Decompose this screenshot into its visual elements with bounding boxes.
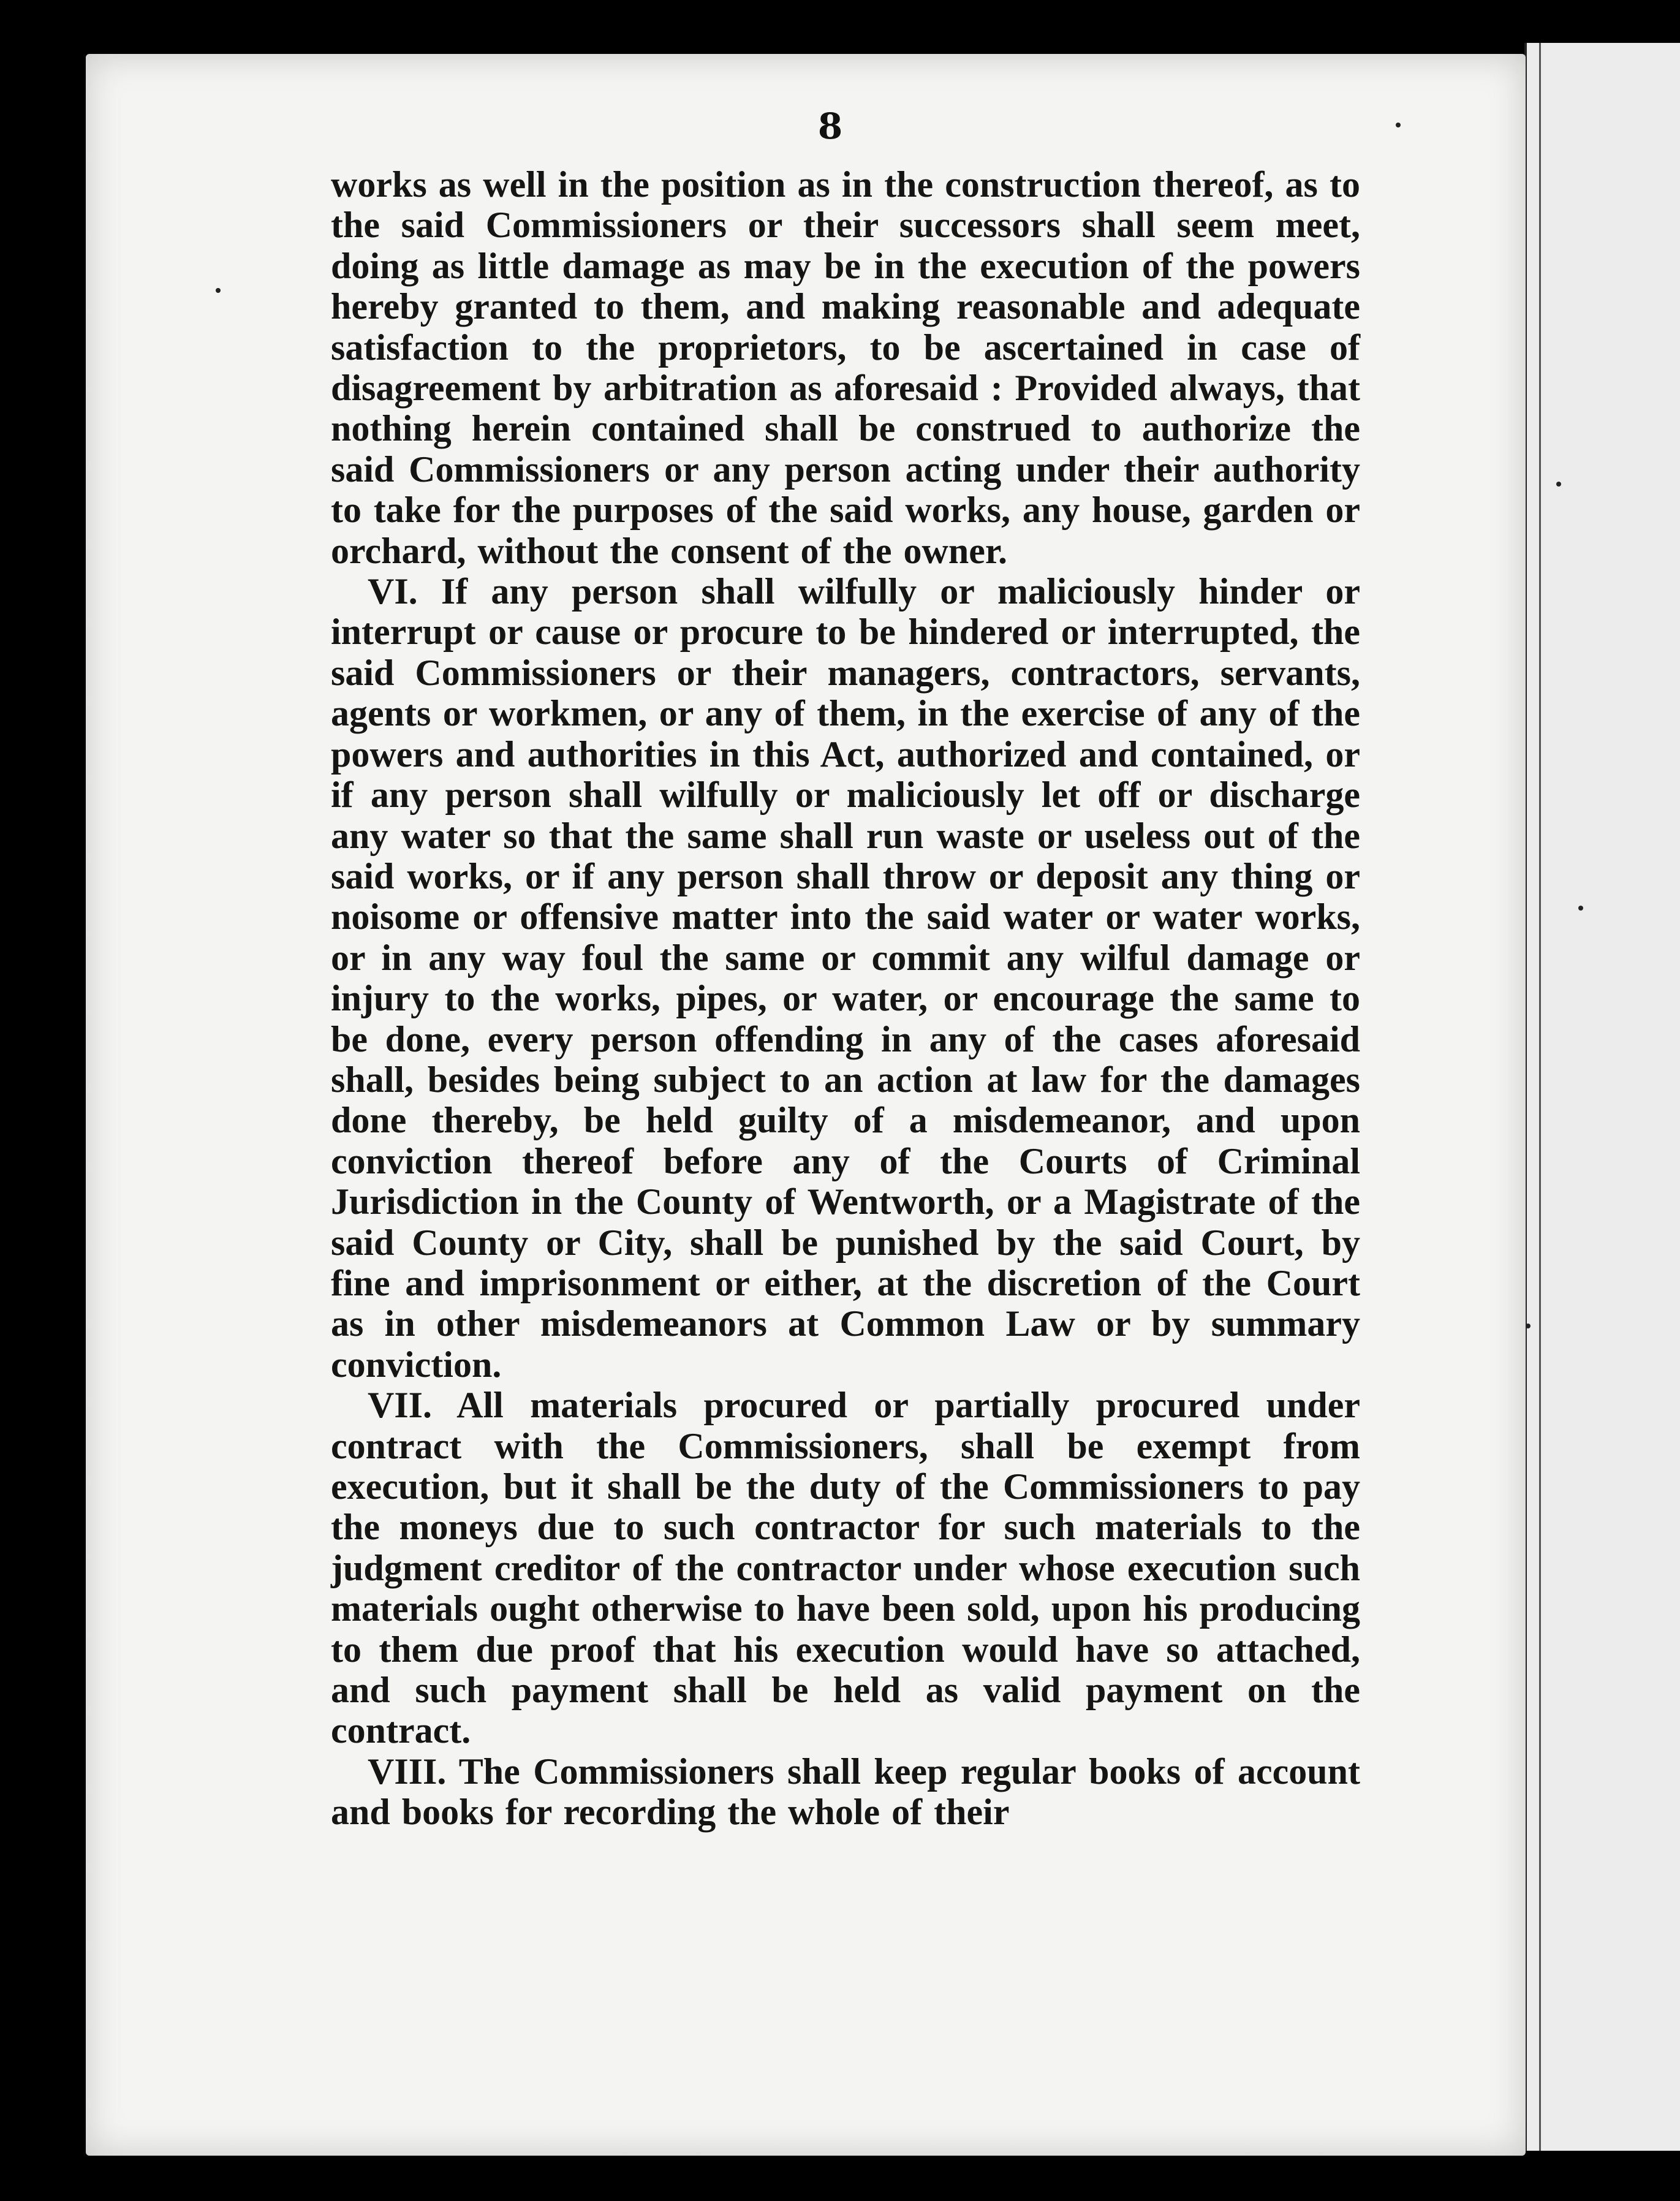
margin-speck	[1556, 482, 1561, 487]
paragraph-section-vi: VI. If any person shall wilfully or maliciously hinder or interrupt or cause or procure to be hindered or interrupted, the said Commissioners or their managers, contractors, servants, agents or workmen, or any of them, in the exercise of any of the powers and authorities in this Act, authorized and contained, or if any person shall wilfully or maliciously let off or discharge any water so that the same shall run waste or useless out of the said works, or if any person shall throw or deposit any thing or noisome or offensive matter into the said water or water works, or in any way foul the same or commit any wilful damage or injury to the works, pipes, or water, or encourage the same to be done, every person offending in any of the cases aforesaid shall, besides being subject to an action at law for the damages done thereby, be held guilty of a misdemeanor, and upon conviction thereof before any of the Courts of Criminal Jurisdiction in the County of Wentworth, or a Magistrate of the said County or City, shall be punished by the said Court, by fine and imprisonment or either, at the discretion of the Court as in other misdemeanors at Common Law or by summary conviction.	[331, 571, 1360, 1385]
paragraph-section-vii: VII. All materials procured or partially procured under contract with the Commissioners, shall be exempt from execution, but it shall be the duty of the Commissioners to pay the moneys due to such contractor for such materials to the judgment creditor of the contractor under whose execution such materials ought otherwise to have been sold, upon his producing to them due proof that his execution would have so attached, and such payment shall be held as valid payment on the contract.	[331, 1385, 1360, 1751]
page-number: 8	[817, 105, 843, 147]
body-text	[331, 164, 1360, 1833]
document-page	[86, 54, 1526, 2156]
paragraph-continuation: works as well in the position as in the construction thereof, as to the said Commissioners or their successors shall seem meet, doing as little damage as may be in the execution of the powers hereby granted to them, and making reasonable and adequate satisfaction to the proprietors, to be ascertained in case of disagreement by arbitration as aforesaid : Provided always, that nothing herein contained shall be construed to authorize the said Commissioners or any person acting under their authority to take for the purposes of the said works, any house, garden or orchard, without the consent of the owner.	[331, 164, 1360, 571]
margin-speck	[216, 288, 221, 293]
paragraph-section-viii: VIII. The Commissioners shall keep regular books of account and books for recording the whole of their	[331, 1751, 1360, 1833]
adjacent-page-edge	[1524, 43, 1680, 2151]
margin-speck	[1578, 906, 1583, 911]
margin-speck	[1396, 123, 1401, 127]
margin-speck	[1526, 1324, 1531, 1328]
